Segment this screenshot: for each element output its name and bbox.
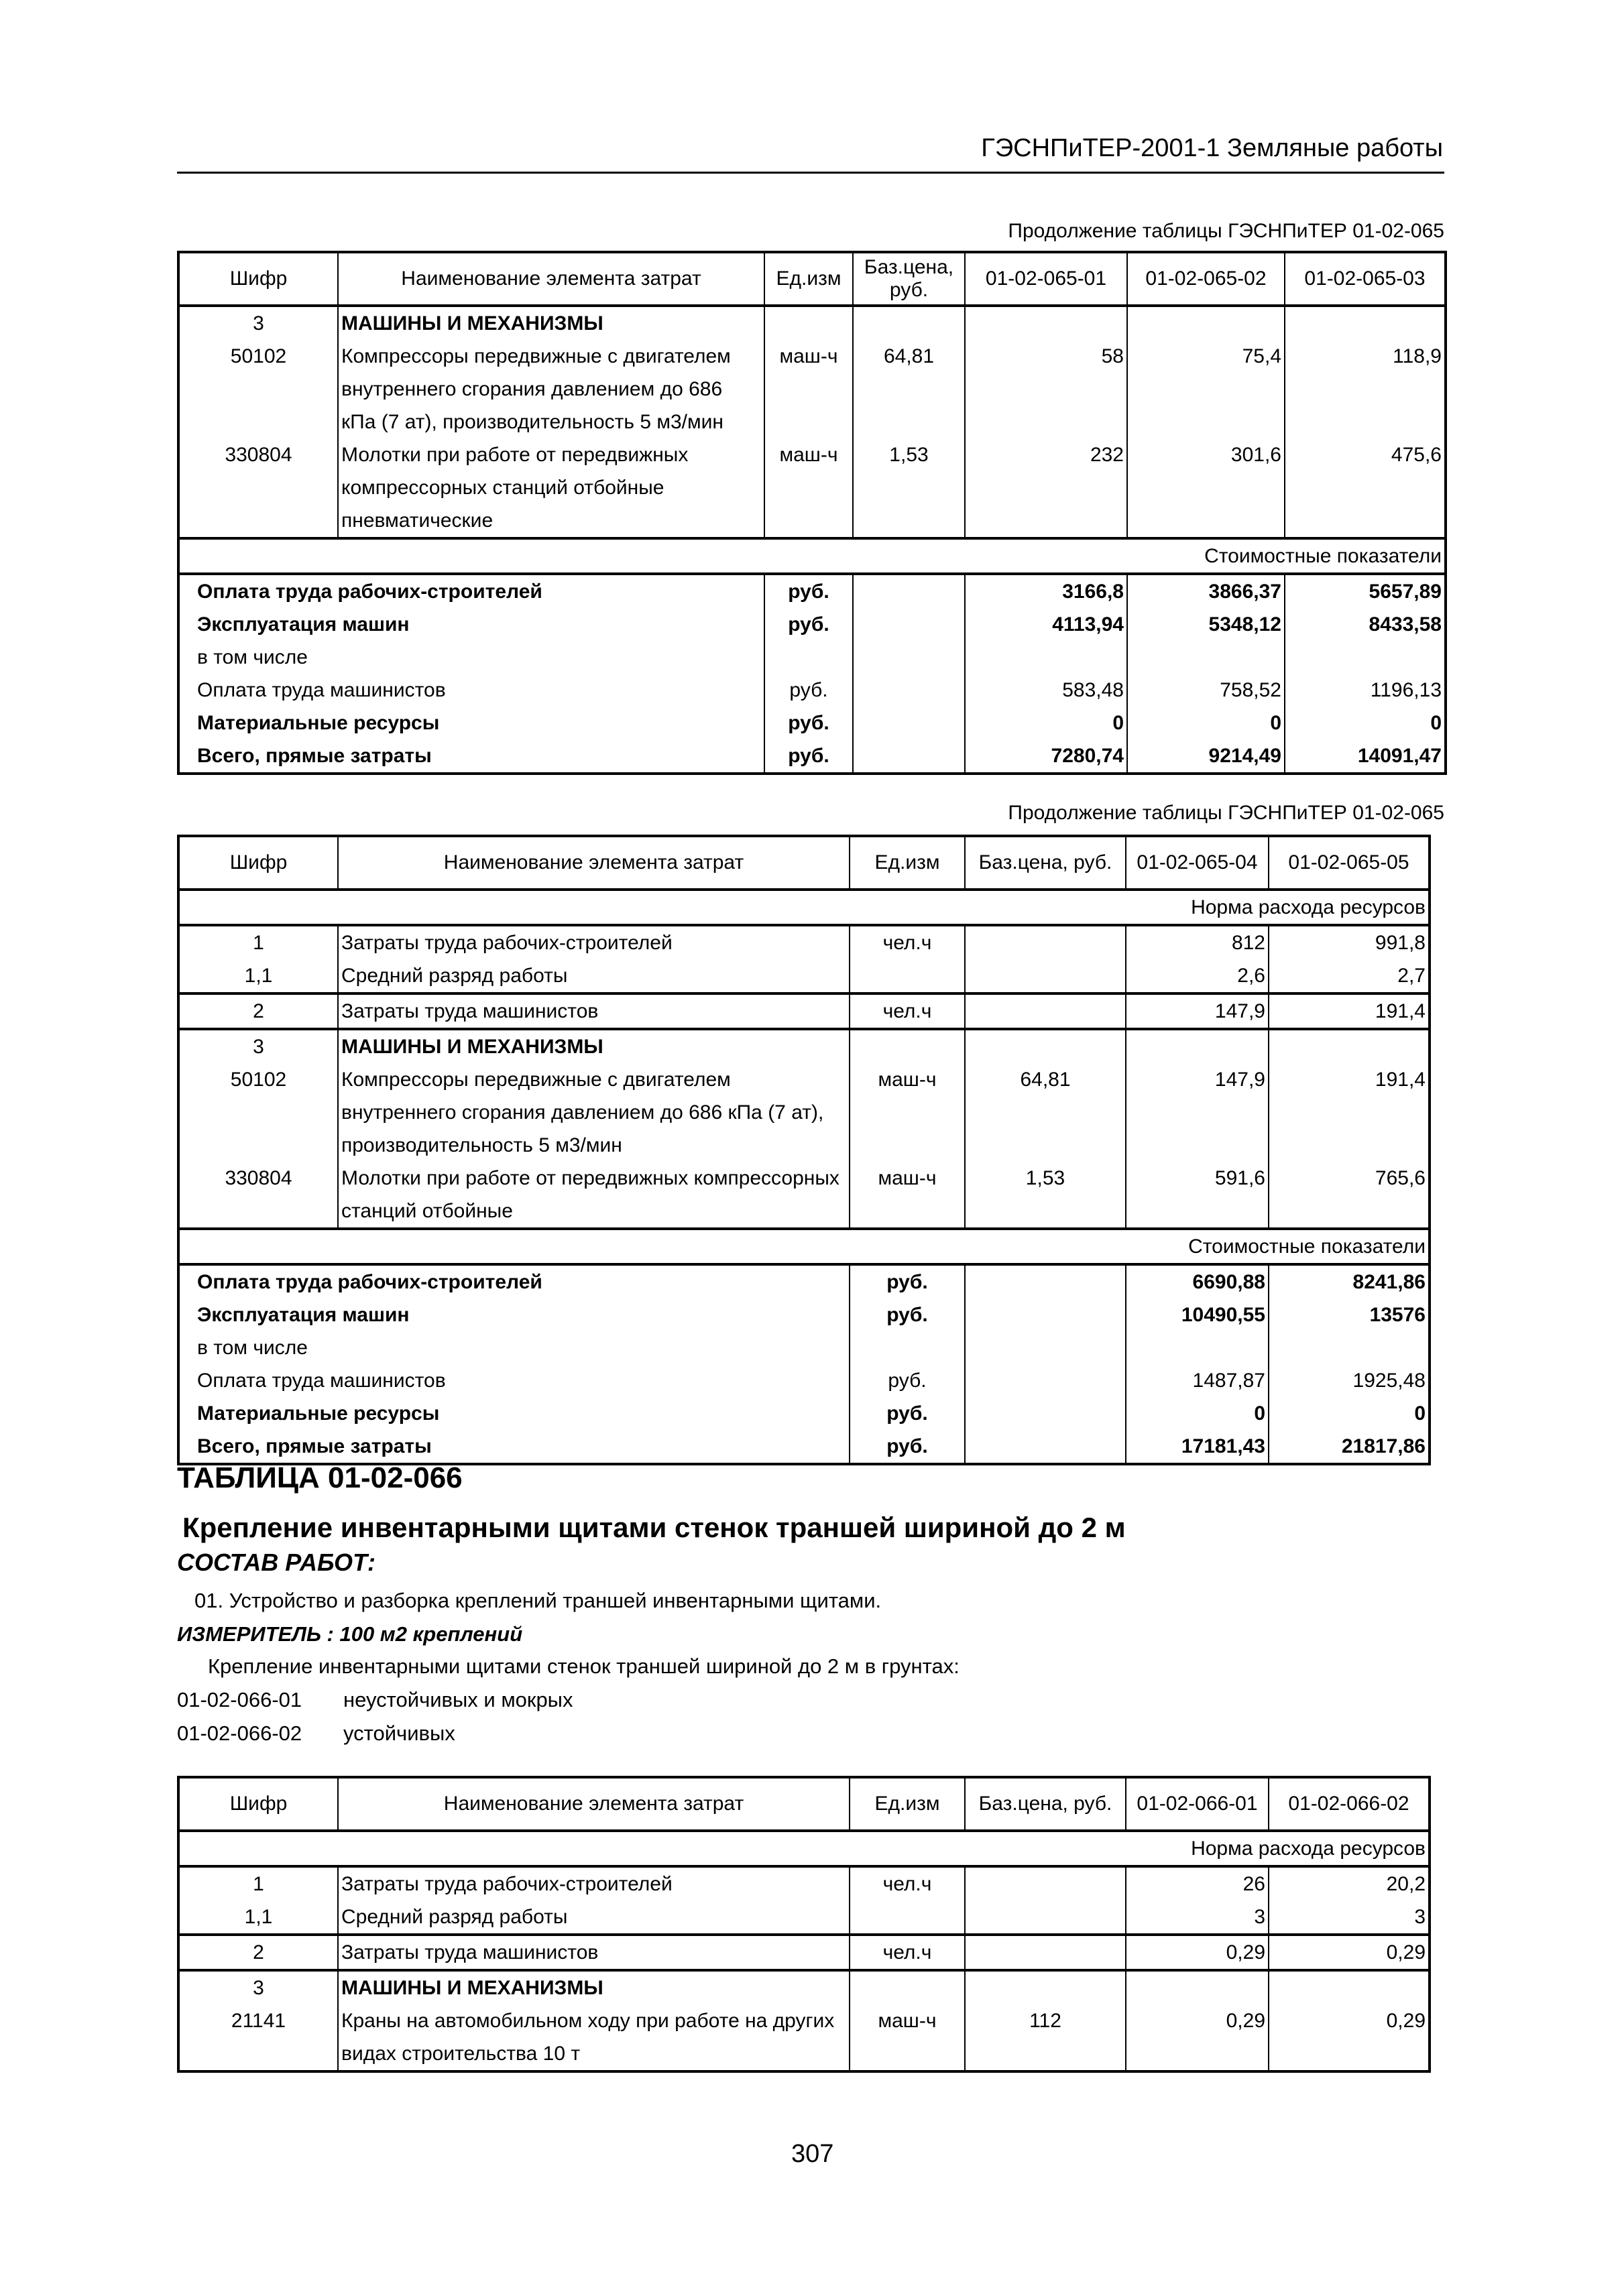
value: 6690,88 (1126, 1264, 1269, 1298)
base-price (965, 1264, 1126, 1298)
unit: маш-ч (850, 1162, 965, 1229)
code: 330804 (178, 438, 338, 538)
cost-item-name: Всего, прямые затраты (178, 739, 764, 774)
row-group (178, 1935, 1430, 1970)
row-group (178, 1866, 1430, 1935)
row-group (178, 574, 1446, 774)
unit: чел.ч (850, 1866, 965, 1900)
unit: руб. (850, 1264, 965, 1298)
column-header: 01-02-065-03 (1285, 252, 1446, 306)
table-row (178, 1900, 1430, 1935)
row-group (178, 1831, 1430, 1866)
element-name: Компрессоры передвижные с двигателем внутреннего сгорания давлением до 686 кПа (7 ат), производительность 5 м3/мин (338, 340, 764, 438)
element-name: МАШИНЫ И МЕХАНИЗМЫ (338, 1970, 850, 2004)
row-group (178, 1970, 1430, 2071)
table-row (178, 1935, 1430, 1970)
value: 0 (1269, 1397, 1430, 1430)
cost-summary-row (178, 1364, 1430, 1397)
value (1127, 641, 1285, 674)
element-name: МАШИНЫ И МЕХАНИЗМЫ (338, 1029, 850, 1063)
code: 01-02-066-02 (177, 1721, 302, 1745)
unit: руб. (850, 1298, 965, 1331)
resource-table-066 (177, 1776, 1431, 2073)
column-header: Шифр (178, 252, 338, 306)
value: 4113,94 (965, 608, 1127, 641)
base-price: 1,53 (853, 438, 965, 538)
value (1269, 1029, 1430, 1063)
column-header: Ед.изм (764, 252, 853, 306)
cost-item-name: Материальные ресурсы (178, 707, 764, 739)
base-price: 64,81 (853, 340, 965, 438)
running-header: ГЭСНПиТЕР-2001-1 Земляные работы (981, 134, 1443, 162)
column-header: 01-02-065-02 (1127, 252, 1285, 306)
code: 21141 (178, 2004, 338, 2071)
row-group (178, 925, 1430, 993)
cost-item-name: в том числе (178, 641, 764, 674)
unit: чел.ч (850, 993, 965, 1029)
row-group (178, 890, 1430, 925)
value: 7280,74 (965, 739, 1127, 774)
value: 8433,58 (1285, 608, 1446, 641)
value: 191,4 (1269, 1063, 1430, 1162)
column-header: Ед.изм (850, 836, 965, 890)
table-row (178, 438, 1446, 538)
value: 3 (1126, 1900, 1269, 1935)
value (965, 641, 1127, 674)
work-item: 01. Устройство и разборка креплений траншей инвентарными щитами. (194, 1589, 882, 1612)
value: 3866,37 (1127, 574, 1285, 608)
unit (850, 1331, 965, 1364)
value (1127, 306, 1285, 340)
unit: чел.ч (850, 1935, 965, 1970)
base-price (965, 1298, 1126, 1331)
value (1269, 1331, 1430, 1364)
cost-summary-row (178, 1397, 1430, 1430)
value: 0,29 (1126, 2004, 1269, 2071)
page-number: 307 (791, 2140, 834, 2168)
element-name: Затраты труда рабочих-строителей (338, 1866, 850, 1900)
value: 147,9 (1126, 1063, 1269, 1162)
cost-summary-row (178, 608, 1446, 641)
value: 17181,43 (1126, 1430, 1269, 1464)
work-composition-label: СОСТАВ РАБОТ: (177, 1549, 375, 1576)
element-name: Затраты труда рабочих-строителей (338, 925, 850, 959)
code: 2 (178, 993, 338, 1029)
value: 20,2 (1269, 1866, 1430, 1900)
code-description: устойчивых (343, 1721, 455, 1745)
value: 1487,87 (1126, 1364, 1269, 1397)
value: 10490,55 (1126, 1298, 1269, 1331)
base-price (965, 1331, 1126, 1364)
code: 1 (178, 1866, 338, 1900)
cost-item-name: в том числе (178, 1331, 850, 1364)
code: 3 (178, 1970, 338, 2004)
value: 21817,86 (1269, 1430, 1430, 1464)
row-group (178, 1264, 1430, 1464)
value: 147,9 (1126, 993, 1269, 1029)
cost-summary-row (178, 739, 1446, 774)
code: 50102 (178, 1063, 338, 1162)
value: 232 (965, 438, 1127, 538)
value (1126, 1970, 1269, 2004)
cost-summary-row (178, 1264, 1430, 1298)
column-header: 01-02-065-05 (1269, 836, 1430, 890)
column-header: Ед.изм (850, 1777, 965, 1831)
value: 3 (1269, 1900, 1430, 1935)
table-row (178, 1866, 1430, 1900)
unit: руб. (850, 1397, 965, 1430)
unit: руб. (764, 707, 853, 739)
unit: чел.ч (850, 925, 965, 959)
header-row (178, 1777, 1430, 1831)
cost-item-name: Оплата труда рабочих-строителей (178, 1264, 850, 1298)
section-band-label: Норма расхода ресурсов (178, 890, 1430, 925)
value (1285, 306, 1446, 340)
code-line (177, 1721, 455, 1746)
code: 330804 (178, 1162, 338, 1229)
value: 3166,8 (965, 574, 1127, 608)
element-name: Средний разряд работы (338, 1900, 850, 1935)
value: 118,9 (1285, 340, 1446, 438)
intro-text: Крепление инвентарными щитами стенок траншей шириной до 2 м в грунтах: (208, 1654, 960, 1678)
base-price (853, 641, 965, 674)
column-header: Наименование элемента затрат (338, 252, 764, 306)
base-price (965, 1935, 1126, 1970)
row-group (178, 306, 1446, 538)
column-header: Баз.цена, руб. (853, 252, 965, 306)
table-row (178, 925, 1430, 959)
table-row (178, 340, 1446, 438)
element-name: МАШИНЫ И МЕХАНИЗМЫ (338, 306, 764, 340)
element-name: Затраты труда машинистов (338, 1935, 850, 1970)
section-band-row (178, 538, 1446, 574)
column-header: Шифр (178, 836, 338, 890)
code: 01-02-066-01 (177, 1688, 302, 1711)
value: 0 (1285, 707, 1446, 739)
base-price: 64,81 (965, 1063, 1126, 1162)
base-price (965, 1430, 1126, 1464)
value: 301,6 (1127, 438, 1285, 538)
table-row (178, 1162, 1430, 1229)
cost-summary-row (178, 574, 1446, 608)
unit: руб. (850, 1430, 965, 1464)
unit: руб. (850, 1364, 965, 1397)
unit (764, 306, 853, 340)
row-group (178, 538, 1446, 574)
value: 58 (965, 340, 1127, 438)
value: 0 (1126, 1397, 1269, 1430)
unit (764, 641, 853, 674)
cost-item-name: Эксплуатация машин (178, 608, 764, 641)
row-group (178, 1029, 1430, 1229)
unit: маш-ч (850, 1063, 965, 1162)
table-title: ТАБЛИЦА 01-02-066 (177, 1461, 463, 1494)
value: 191,4 (1269, 993, 1430, 1029)
value: 765,6 (1269, 1162, 1430, 1229)
element-name: Компрессоры передвижные с двигателем внутреннего сгорания давлением до 686 кПа (7 ат), производительность 5 м3/мин (338, 1063, 850, 1162)
code: 1,1 (178, 959, 338, 993)
header-rule (177, 172, 1444, 174)
cost-item-name: Эксплуатация машин (178, 1298, 850, 1331)
header-row (178, 836, 1430, 890)
cost-summary-row (178, 707, 1446, 739)
base-price (853, 574, 965, 608)
value: 2,7 (1269, 959, 1430, 993)
meter-label: ИЗМЕРИТЕЛЬ : 100 м2 креплений (177, 1622, 523, 1646)
table-row (178, 2004, 1430, 2071)
base-price (853, 608, 965, 641)
table-row (178, 1029, 1430, 1063)
code: 2 (178, 1935, 338, 1970)
code: 3 (178, 306, 338, 340)
cost-item-name: Оплата труда рабочих-строителей (178, 574, 764, 608)
column-header: Баз.цена, руб. (965, 836, 1126, 890)
cost-summary-row (178, 1430, 1430, 1464)
cost-summary-row (178, 674, 1446, 707)
row-group (178, 1229, 1430, 1264)
cost-summary-row (178, 1331, 1430, 1364)
value: 583,48 (965, 674, 1127, 707)
value: 0,29 (1269, 1935, 1430, 1970)
value: 812 (1126, 925, 1269, 959)
unit: руб. (764, 574, 853, 608)
column-header: 01-02-065-01 (965, 252, 1127, 306)
column-header: Шифр (178, 1777, 338, 1831)
row-group (178, 993, 1430, 1029)
table-row (178, 1063, 1430, 1162)
value: 0 (965, 707, 1127, 739)
unit (850, 1900, 965, 1935)
unit: маш-ч (850, 2004, 965, 2071)
cost-summary-row (178, 1298, 1430, 1331)
header-row (178, 252, 1446, 306)
value (1126, 1029, 1269, 1063)
cost-item-name: Всего, прямые затраты (178, 1430, 850, 1464)
base-price (853, 674, 965, 707)
code-description: неустойчивых и мокрых (343, 1688, 573, 1711)
value: 1196,13 (1285, 674, 1446, 707)
column-header: 01-02-065-04 (1126, 836, 1269, 890)
element-name: Молотки при работе от передвижных компрессорных станций отбойные (338, 1162, 850, 1229)
section-band-row (178, 890, 1430, 925)
resource-table-065-part1 (177, 251, 1447, 775)
value: 0,29 (1126, 1935, 1269, 1970)
base-price (965, 1397, 1126, 1430)
base-price (853, 306, 965, 340)
value: 5657,89 (1285, 574, 1446, 608)
code: 1,1 (178, 1900, 338, 1935)
value (1126, 1331, 1269, 1364)
table-2-caption: Продолжение таблицы ГЭСНПиТЕР 01-02-065 (1008, 802, 1444, 824)
resource-table-065-part2 (177, 835, 1431, 1465)
section-band-label: Стоимостные показатели (178, 538, 1446, 574)
value (1269, 1970, 1430, 2004)
value: 991,8 (1269, 925, 1430, 959)
value: 26 (1126, 1866, 1269, 1900)
base-price (965, 1364, 1126, 1397)
base-price: 112 (965, 2004, 1126, 2071)
value: 591,6 (1126, 1162, 1269, 1229)
unit: маш-ч (764, 438, 853, 538)
element-name: Молотки при работе от передвижных компрессорных станций отбойные пневматические (338, 438, 764, 538)
element-name: Затраты труда машинистов (338, 993, 850, 1029)
cost-item-name: Оплата труда машинистов (178, 1364, 850, 1397)
value: 475,6 (1285, 438, 1446, 538)
cost-summary-row (178, 641, 1446, 674)
element-name: Средний разряд работы (338, 959, 850, 993)
base-price (965, 1866, 1126, 1900)
base-price (965, 1970, 1126, 2004)
table-row (178, 959, 1430, 993)
column-header: Баз.цена, руб. (965, 1777, 1126, 1831)
base-price (853, 739, 965, 774)
unit: руб. (764, 608, 853, 641)
element-name: Краны на автомобильном ходу при работе на других видах строительства 10 т (338, 2004, 850, 2071)
base-price (965, 993, 1126, 1029)
value (1285, 641, 1446, 674)
value: 13576 (1269, 1298, 1430, 1331)
value: 1925,48 (1269, 1364, 1430, 1397)
unit: руб. (764, 739, 853, 774)
table-1-caption: Продолжение таблицы ГЭСНПиТЕР 01-02-065 (1008, 220, 1444, 242)
value: 9214,49 (1127, 739, 1285, 774)
base-price (965, 925, 1126, 959)
unit (850, 959, 965, 993)
value: 2,6 (1126, 959, 1269, 993)
column-header: Наименование элемента затрат (338, 1777, 850, 1831)
section-band-label: Норма расхода ресурсов (178, 1831, 1430, 1866)
value: 5348,12 (1127, 608, 1285, 641)
section-band-label: Стоимостные показатели (178, 1229, 1430, 1264)
cost-item-name: Материальные ресурсы (178, 1397, 850, 1430)
unit (850, 1029, 965, 1063)
unit: маш-ч (764, 340, 853, 438)
unit: руб. (764, 674, 853, 707)
value: 8241,86 (1269, 1264, 1430, 1298)
cost-item-name: Оплата труда машинистов (178, 674, 764, 707)
code: 1 (178, 925, 338, 959)
code: 50102 (178, 340, 338, 438)
column-header: 01-02-066-01 (1126, 1777, 1269, 1831)
column-header: 01-02-066-02 (1269, 1777, 1430, 1831)
base-price (965, 1900, 1126, 1935)
value: 14091,47 (1285, 739, 1446, 774)
value: 758,52 (1127, 674, 1285, 707)
base-price (853, 707, 965, 739)
table-row (178, 306, 1446, 340)
base-price (965, 959, 1126, 993)
value: 0,29 (1269, 2004, 1430, 2071)
code: 3 (178, 1029, 338, 1063)
code-line (177, 1688, 573, 1712)
value (965, 306, 1127, 340)
value: 75,4 (1127, 340, 1285, 438)
table-row (178, 1970, 1430, 2004)
value: 0 (1127, 707, 1285, 739)
base-price (965, 1029, 1126, 1063)
section-band-row (178, 1229, 1430, 1264)
section-band-row (178, 1831, 1430, 1866)
column-header: Наименование элемента затрат (338, 836, 850, 890)
table-row (178, 993, 1430, 1029)
base-price: 1,53 (965, 1162, 1126, 1229)
table-subtitle: Крепление инвентарными щитами стенок траншей шириной до 2 м (182, 1512, 1126, 1543)
unit (850, 1970, 965, 2004)
